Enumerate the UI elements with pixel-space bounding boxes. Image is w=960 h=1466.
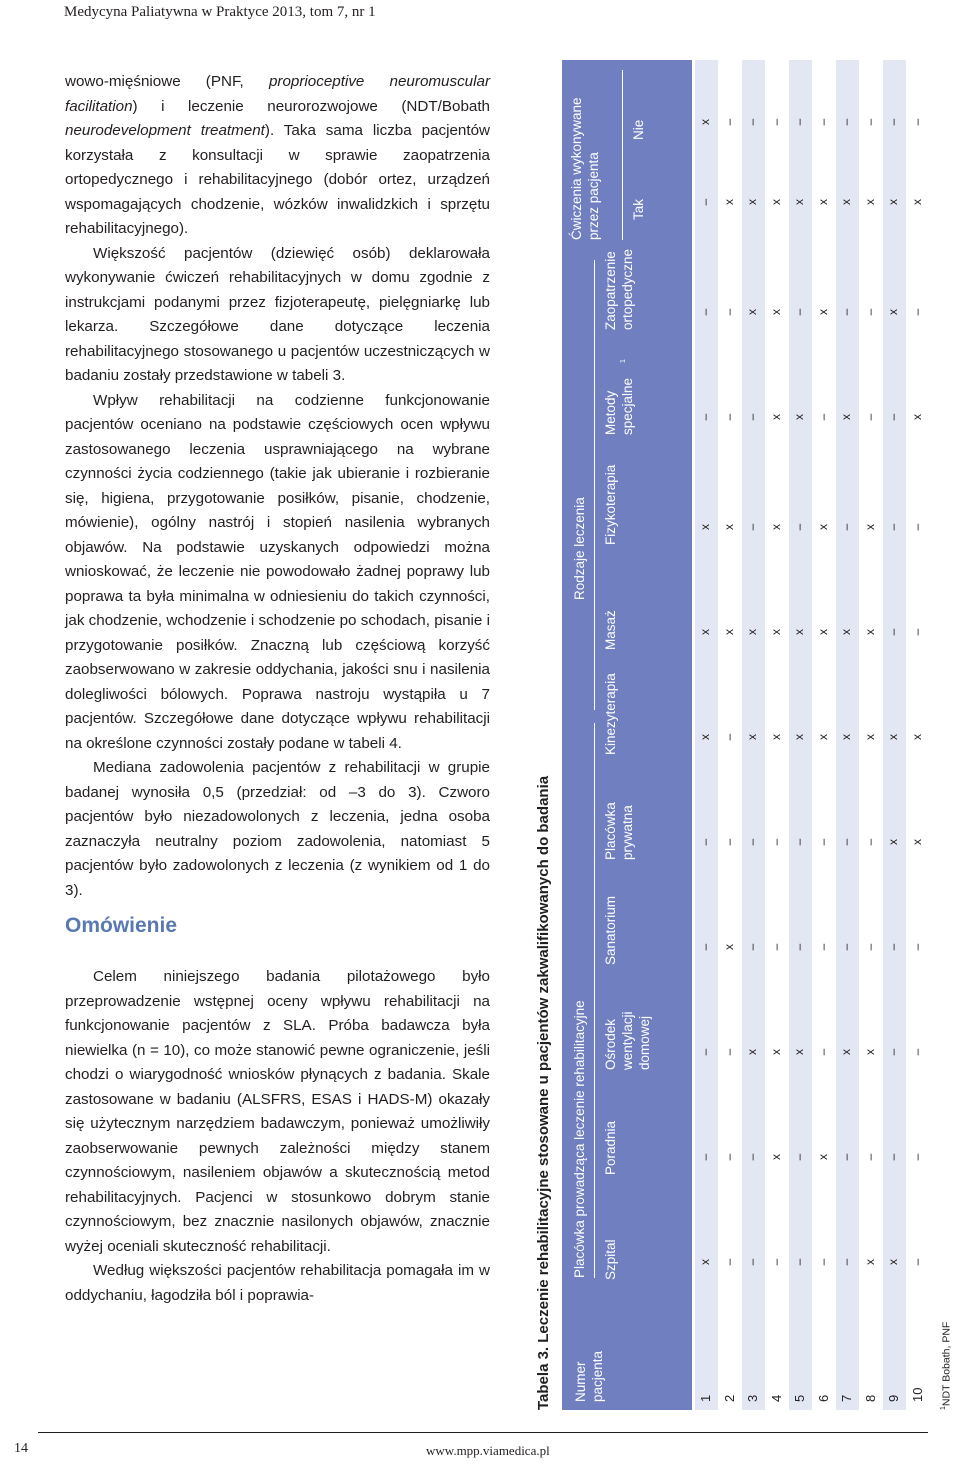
table-cell: x (815, 199, 830, 205)
table-cell: x (768, 734, 783, 740)
table-cell: – (886, 943, 900, 951)
table-cell: x (768, 629, 783, 635)
column-header: Ośrodek wentylacji domowej (603, 1011, 652, 1070)
paragraph: Większość pacjentów (dziewięć osób) deklarowała wykonywanie ćwiczeń rehabilitacyjnych w domu zgodnie z instrukcjami podanymi przez fizjoterapeutę, pielęgniarkę lub lekarza. Szczegółowe dane dotyczące leczenia rehabilitacyjnego stosowanego u pacjentów uczestniczących w badaniu zostały przedstawione w tabeli 3. (65, 244, 490, 384)
table-cell: – (886, 523, 900, 531)
table-cell: x (698, 524, 712, 530)
table-cell: – (721, 1048, 736, 1056)
text-span: ) i leczenie neurorozwojowe (NDT/Bobath (132, 97, 490, 115)
table-cell: – (909, 628, 924, 636)
patient-number: 3 (745, 1394, 760, 1402)
table-cell: – (886, 1048, 900, 1056)
text-span: wowo-mięśniowe (PNF, (65, 73, 269, 90)
patient-number: 1 (698, 1394, 713, 1402)
table-title: Tabela 3. Leczenie rehabilitacyjne stosowane u pacjentów zakwalifikowanych do badania (535, 775, 552, 1410)
paragraph: Wpływ rehabilitacji na codzienne funkcjonowanie pacjentów oceniano na podstawie częściowych ocen wpływu zastosowanego leczenia usprawniającego na wybrane czynności życia codziennego (takie jak ubieranie i rozbieranie się, higiena, przygotowanie posiłków, pisanie, chodzenie, mówienie), ogólny nastrój i stopień nasilenia wybranych objawów. Na podstawie uzyskanych odpowiedzi można wnioskować, że leczenie nie powodowało żadnej poprawy lub poprawa ta była minimalna w odniesieniu do takich czynności, jak chodzenie, wchodzenie i schodzenie po schodach, pisanie i przygotowanie posiłków. Znaczną lub częściową korzyść zaobserwowano w zakresie oddychania, jakości snu i nasilenia dolegliwości bólowych. Poprawa nastroju wystąpiła u 7 pacjentów. Szczegółowe dane dotyczące wpływu rehabilitacji na określone czynności zostały podane w tabeli 4. (65, 391, 490, 752)
table-cell: x (839, 629, 853, 635)
table-cell: – (745, 1258, 759, 1266)
text-column (65, 70, 490, 1308)
table-cell: x (862, 199, 877, 205)
table-cell: x (886, 1259, 900, 1265)
table-cell: x (745, 629, 759, 635)
table-cell: x (721, 629, 736, 635)
table-cell: – (721, 733, 736, 741)
table-cell: – (909, 523, 924, 531)
footnote-mark: 1 (620, 359, 627, 363)
table-cell: – (768, 118, 783, 126)
patient-number: 6 (815, 1394, 831, 1402)
table-cell: – (698, 308, 712, 316)
table-cell: – (768, 943, 783, 951)
table-cell: x (909, 734, 924, 740)
table-cell: x (745, 1049, 759, 1055)
table-cell: – (886, 628, 900, 636)
table-cell: – (698, 198, 712, 206)
table-cell: – (792, 1258, 806, 1266)
table-cell: – (745, 523, 759, 531)
table-cell: x (815, 309, 830, 315)
table-cell: – (839, 523, 853, 531)
patient-number: 7 (839, 1394, 854, 1402)
column-header: Poradnia (603, 1120, 618, 1175)
table-cell: x (698, 1259, 712, 1265)
table-cell: – (909, 1048, 924, 1056)
divider (622, 70, 623, 240)
column-header: Masaż (603, 610, 618, 650)
table-cell: x (909, 839, 924, 845)
table-cell: – (745, 838, 759, 846)
table-cell: – (862, 838, 877, 846)
table-cell: – (862, 308, 877, 316)
table-cell: – (721, 118, 736, 126)
table-cell: – (886, 118, 900, 126)
table-cell: x (815, 524, 830, 530)
table-cell: x (886, 199, 900, 205)
header-group-facility: Placówka prowadząca leczenie rehabilitacyjne (572, 1000, 587, 1278)
table-cell: – (839, 308, 853, 316)
table-cell: – (745, 413, 759, 421)
table-cell: – (909, 118, 924, 126)
table-cell: – (839, 1258, 853, 1266)
table-cell: x (886, 839, 900, 845)
table-cell: x (815, 629, 830, 635)
footer-rule (38, 1432, 928, 1433)
table-cell: – (792, 523, 806, 531)
text-span: ). Taka sama liczba pacjentów korzystała z konsultacji w sprawie zaopatrzenia ortopedycznego i rehabilitacyjnego (dobór ortez, urządzeń wspomagających chodzenie, wózków inwalidzkich i sprzętu rehabilitacyjnego). (65, 122, 490, 237)
column-header: Nie (631, 119, 646, 140)
table-cell: – (909, 1258, 924, 1266)
table-cell: x (745, 734, 759, 740)
table-cell: – (698, 413, 712, 421)
patient-number: 4 (768, 1394, 784, 1402)
table-cell: x (792, 414, 806, 420)
column-header: Fizykoterapia (603, 464, 618, 545)
table-cell: – (792, 838, 806, 846)
table-cell: x (886, 734, 900, 740)
table-cell: x (839, 1049, 853, 1055)
table-cell: x (768, 414, 783, 420)
table-cell: x (698, 629, 712, 635)
table-cell: – (721, 1258, 736, 1266)
table-cell: x (839, 414, 853, 420)
table-cell: – (815, 1258, 830, 1266)
column-header: Szpital (603, 1239, 618, 1280)
table-cell: – (721, 838, 736, 846)
table-cell: – (768, 838, 783, 846)
table-cell: – (862, 943, 877, 951)
table-cell: x (698, 119, 712, 125)
table-cell: x (745, 309, 759, 315)
table-cell: x (768, 309, 783, 315)
table-cell: – (886, 413, 900, 421)
table-cell: – (721, 1153, 736, 1161)
table-cell: – (698, 838, 712, 846)
table-cell: x (768, 199, 783, 205)
table-cell: x (721, 524, 736, 530)
table-cell: – (745, 943, 759, 951)
table-cell: – (745, 118, 759, 126)
paragraph: Celem niniejszego badania pilotażowego było przeprowadzenie wstępnej oceny wpływu rehabilitacji na funkcjonowanie pacjentów z SLA. Próba badawcza była niewielka (n = 10), co może stanowić pewne ograniczenie, jeśli chodzi o wiarygodność wniosków płynących z badania. Skale zastosowane w badaniu (ALSFRS, ESAS i HADS-M) okazały się użytecznym narzędziem badawczym, ponieważ umożliwiły zaobserwowanie pewnych zależności między stanem czynnościowym, nasileniem objawów a skutecznością metod rehabilitacyjnych. Pacjenci w stosunkowo dobrym stanie czynnościowym, bez znacznie nasilonych objawów, znacznie wyżej oceniali skuteczność rehabilitacji. (65, 968, 490, 1255)
table-cell: – (792, 943, 806, 951)
table-cell: x (721, 199, 736, 205)
table-cell: x (839, 199, 853, 205)
patient-number: 2 (721, 1394, 737, 1402)
table-cell: x (815, 1154, 830, 1160)
header-group-exercise: Ćwiczenia wykonywane przez pacjenta (569, 97, 601, 240)
table-cell: – (839, 118, 853, 126)
table-cell: x (886, 309, 900, 315)
table-cell: – (862, 118, 877, 126)
italic-term: neurodevelopment treatment (65, 122, 265, 139)
table-cell: – (909, 1153, 924, 1161)
patient-number: 8 (862, 1394, 878, 1402)
table-cell: x (721, 944, 736, 950)
table-cell: – (909, 943, 924, 951)
table-cell: x (862, 629, 877, 635)
table-cell: x (909, 199, 924, 205)
table-cell: – (839, 838, 853, 846)
table-cell: – (839, 1153, 853, 1161)
footer-url: www.mpp.viamedica.pl (426, 1443, 550, 1458)
table-cell: – (909, 308, 924, 316)
paragraph: Mediana zadowolenia pacjentów z rehabilitacji w grupie badanej wynosiła 0,5 (przedział: od –3 do 3). Czworo pacjentów było niezadowolonych z leczenia, jedna osoba zaznaczyła neutralny poziom zadowolenia, natomiast 5 pacjentów było zadowolonych z leczenia (z wynikiem od 1 do 3). (65, 759, 490, 899)
table-cell: x (745, 199, 759, 205)
page-number: 14 (14, 1441, 28, 1456)
table-cell: x (909, 414, 924, 420)
header-group-types: Rodzaje leczenia (572, 497, 587, 600)
table-cell: – (768, 1258, 783, 1266)
paragraph: Według większości pacjentów rehabilitacja pomagała im w oddychaniu, łagodziła ból i poprawia- (65, 1262, 490, 1304)
table-cell: x (862, 1049, 877, 1055)
divider (594, 260, 595, 710)
table-cell: – (815, 413, 830, 421)
table-cell: – (698, 1153, 712, 1161)
section-heading: Omówienie (65, 914, 178, 937)
table-cell: – (721, 413, 736, 421)
journal-header: Medycyna Paliatywna w Praktyce 2013, tom 7, nr 1 (64, 4, 376, 20)
italic-term: proprioceptive neuromuscular facilitation (65, 73, 490, 115)
table-cell: – (815, 943, 830, 951)
column-header: Metody specjalne (603, 377, 635, 435)
column-header: Placówka prywatna (603, 802, 635, 860)
table-cell: – (862, 413, 877, 421)
table-cell: – (815, 1048, 830, 1056)
table-cell: x (815, 734, 830, 740)
table-cell: x (768, 1049, 783, 1055)
table-cell: x (768, 524, 783, 530)
table-cell: – (698, 943, 712, 951)
patient-number: 9 (886, 1394, 901, 1402)
table-cell: x (792, 1049, 806, 1055)
column-header: Tak (631, 198, 646, 220)
table-cell: – (815, 118, 830, 126)
paragraph (65, 70, 490, 242)
table-cell: – (792, 308, 806, 316)
table-cell: – (721, 308, 736, 316)
table-cell: – (792, 1153, 806, 1161)
column-header: Kinezyterapia (603, 673, 618, 755)
table-cell: x (792, 734, 806, 740)
table-cell: x (862, 734, 877, 740)
patient-number: 10 (909, 1387, 925, 1402)
column-header: Sanatorium (603, 895, 618, 965)
table-cell: x (792, 629, 806, 635)
table-cell: x (698, 734, 712, 740)
column-header: Zaopatrzenie ortopedyczne (603, 248, 635, 330)
table-cell: – (839, 943, 853, 951)
table-cell: x (792, 199, 806, 205)
patient-number: 5 (792, 1394, 807, 1402)
table-cell: – (698, 1048, 712, 1056)
table-cell: – (792, 118, 806, 126)
table-cell: – (886, 1153, 900, 1161)
divider (594, 723, 595, 1278)
footnote-text: NDT Bobath, PNF (940, 1321, 953, 1407)
table-footnote (940, 1322, 953, 1410)
table-cell: x (862, 524, 877, 530)
table-cell: – (815, 838, 830, 846)
table-3 (530, 60, 955, 1410)
table-cell: – (745, 1153, 759, 1161)
footnote-mark: 1 (940, 1406, 947, 1410)
table-cell: – (862, 1153, 877, 1161)
table-cell: x (839, 734, 853, 740)
header-patient-number: Numer pacjenta (573, 1350, 605, 1402)
table-cell: x (768, 1154, 783, 1160)
table-cell: x (862, 1259, 877, 1265)
